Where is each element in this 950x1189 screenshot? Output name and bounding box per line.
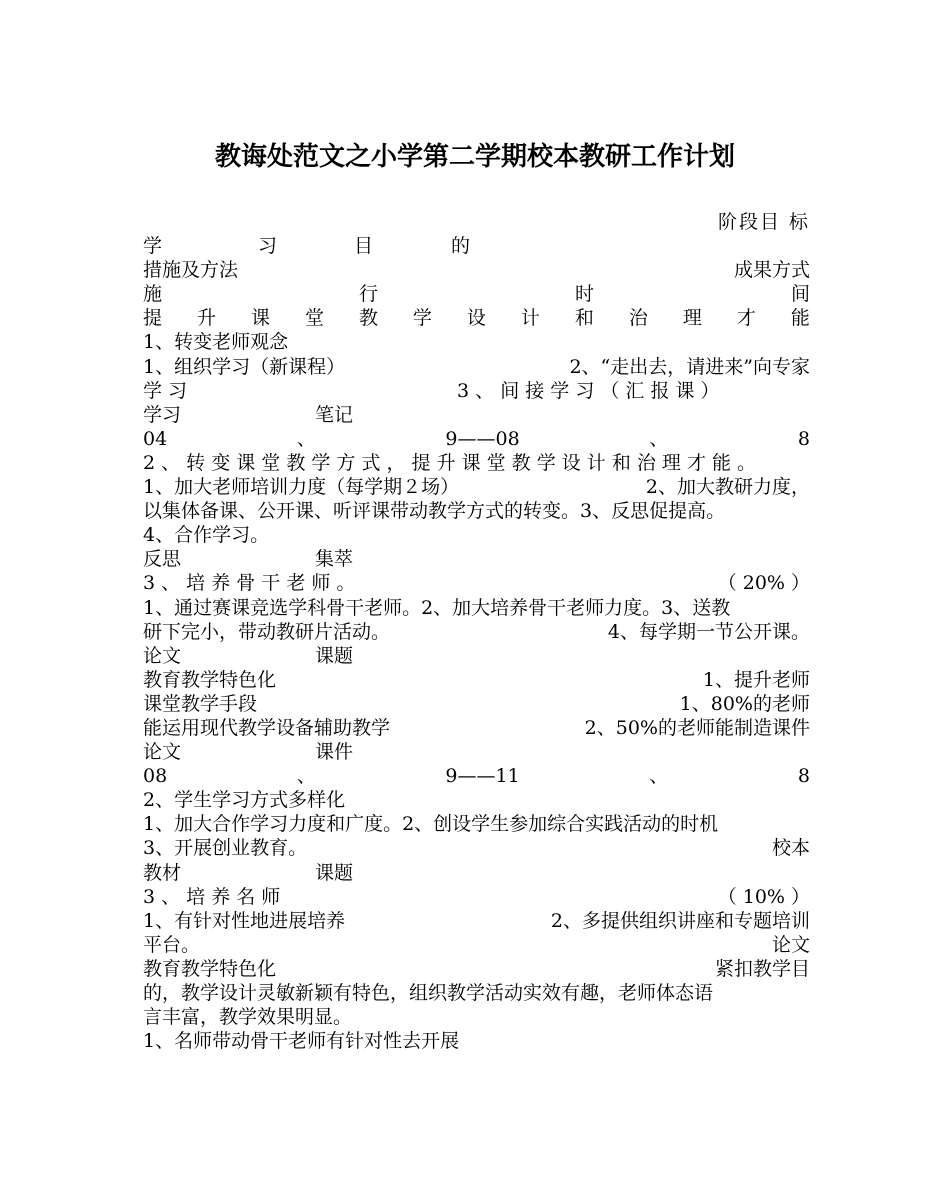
text-line bbox=[143, 764, 810, 788]
text-segment: 2、“走出去，请进来”向专家 bbox=[569, 355, 810, 378]
text-segment: 9——11 bbox=[445, 765, 520, 788]
text-line bbox=[143, 1029, 810, 1053]
text-segment: 1、通过赛课竞选学科骨干老师。2、加大培养骨干老师力度。3、送教 bbox=[143, 596, 731, 619]
text-segment: 、 bbox=[296, 765, 316, 788]
text-segment: 理 bbox=[682, 307, 702, 330]
text-segment: 课题 bbox=[315, 861, 354, 884]
text-segment: 能 bbox=[790, 307, 810, 330]
text-line bbox=[143, 957, 810, 981]
text-segment: 教 bbox=[358, 307, 378, 330]
text-segment: 学 bbox=[143, 235, 163, 258]
text-segment: 教育教学特色化 bbox=[143, 957, 277, 980]
text-segment: 间 bbox=[790, 283, 810, 306]
text-segment: 1、有针对性地进展培养 bbox=[143, 909, 346, 932]
text-line bbox=[143, 1005, 810, 1029]
text-line bbox=[143, 547, 810, 571]
text-segment: 3 、 培 养 名 师 bbox=[143, 885, 281, 908]
text-line bbox=[143, 571, 810, 595]
text-segment: 才 bbox=[736, 307, 756, 330]
text-segment: 4、合作学习。 bbox=[143, 524, 270, 547]
text-segment: 课件 bbox=[315, 741, 354, 764]
text-segment: 措施及方法 bbox=[143, 259, 239, 282]
text-line bbox=[143, 981, 810, 1005]
text-segment: 习 bbox=[258, 235, 278, 258]
text-segment: 阶段目 标 bbox=[717, 211, 810, 233]
text-line bbox=[143, 451, 810, 475]
text-segment: 能运用现代教学设备辅助教学 bbox=[143, 716, 391, 739]
text-line bbox=[143, 330, 810, 354]
text-line bbox=[143, 692, 810, 716]
text-line bbox=[143, 282, 810, 306]
text-segment: 论文 bbox=[143, 741, 182, 764]
text-segment: 学习 bbox=[143, 403, 182, 426]
text-line bbox=[143, 788, 810, 812]
text-segment: 论文 bbox=[771, 933, 810, 956]
text-line bbox=[143, 210, 810, 234]
text-line bbox=[143, 258, 810, 282]
text-segment: 校本 bbox=[771, 837, 810, 860]
text-line bbox=[143, 379, 810, 403]
text-line bbox=[143, 812, 810, 836]
text-line bbox=[143, 596, 810, 620]
text-segment: 2、50%的老师能制造课件 bbox=[584, 716, 810, 739]
text-segment: 行 bbox=[358, 283, 378, 306]
text-segment: 论文 bbox=[143, 644, 182, 667]
text-line bbox=[143, 909, 810, 933]
text-segment: 课 bbox=[250, 307, 270, 330]
text-segment: 1、组织学习（新课程） bbox=[143, 355, 346, 378]
text-segment: 1、加大合作学习力度和广度。2、创设学生参加综合实践活动的时机 bbox=[143, 813, 719, 836]
text-line bbox=[143, 499, 810, 523]
text-segment: 课题 bbox=[315, 644, 354, 667]
text-segment: 时 bbox=[574, 283, 594, 306]
text-segment: 2、学生学习方式多样化 bbox=[143, 789, 346, 812]
text-segment: 4、每学期一节公开课。 bbox=[607, 620, 810, 643]
text-segment: 言丰富，教学效果明显。 bbox=[143, 1006, 353, 1029]
document-title: 教诲处范文之小学第二学期校本教研工作计划 bbox=[214, 142, 735, 172]
text-segment: 以集体备课、公开课、听评课带动教学方式的转变。3、反思促提高。 bbox=[143, 500, 726, 523]
text-segment: 3 、 间 接 学 习 （ 汇 报 课 ） bbox=[457, 379, 720, 402]
text-line bbox=[143, 234, 810, 258]
text-line bbox=[143, 620, 810, 644]
text-line bbox=[143, 716, 810, 740]
text-segment: 的，教学设计灵敏新颖有特色，组织教学活动实效有趣，老师体态语 bbox=[143, 982, 714, 1004]
text-segment: 成果方式 bbox=[733, 259, 810, 282]
text-segment: 和 bbox=[574, 307, 594, 330]
text-segment: 目 bbox=[354, 235, 374, 258]
text-segment: 1、提升老师 bbox=[702, 668, 810, 691]
text-segment: 升 bbox=[196, 307, 216, 330]
text-segment: 04 bbox=[143, 427, 168, 450]
text-segment: 2、多提供组织讲座和专题培训 bbox=[550, 909, 810, 932]
text-line bbox=[143, 668, 810, 692]
text-segment: 2、加大教研力度， bbox=[645, 476, 810, 499]
text-line bbox=[143, 836, 810, 860]
text-segment: 学 bbox=[412, 307, 432, 330]
text-segment: 08 bbox=[143, 765, 168, 788]
text-segment: 、 bbox=[296, 427, 316, 450]
text-segment: 计 bbox=[520, 307, 540, 330]
text-segment: 堂 bbox=[304, 307, 324, 330]
text-line bbox=[143, 427, 810, 451]
text-segment: 施 bbox=[143, 283, 163, 306]
text-segment: 教材 bbox=[143, 861, 182, 884]
text-segment: 、 bbox=[649, 427, 669, 450]
text-segment: 3、开展创业教育。 bbox=[143, 837, 308, 860]
text-line bbox=[143, 644, 810, 668]
text-segment: 2 、 转 变 课 堂 教 学 方 式 ， 提 升 课 堂 教 学 设 计 和 治 理 才 能 。 bbox=[143, 451, 757, 474]
text-segment: 笔记 bbox=[315, 403, 354, 426]
text-line bbox=[143, 306, 810, 330]
document-body bbox=[143, 210, 810, 1053]
text-segment: 治 bbox=[628, 307, 648, 330]
text-segment: 平台。 bbox=[143, 933, 201, 956]
text-segment: 8 bbox=[797, 765, 810, 788]
text-segment: 的 bbox=[451, 235, 471, 258]
text-line bbox=[143, 355, 810, 379]
text-segment: 课堂教学手段 bbox=[143, 692, 258, 715]
text-segment: 8 bbox=[797, 427, 810, 450]
text-line bbox=[143, 885, 810, 909]
text-segment: （ 20% ） bbox=[717, 572, 810, 595]
text-segment: 教育教学特色化 bbox=[143, 668, 277, 691]
text-segment: （ 10% ） bbox=[717, 885, 810, 908]
text-segment: 研下完小，带动教研片活动。 bbox=[143, 620, 391, 643]
text-segment: 提 bbox=[143, 307, 163, 330]
text-segment: 设 bbox=[466, 307, 486, 330]
text-line bbox=[143, 523, 810, 547]
text-line bbox=[143, 403, 810, 427]
text-line bbox=[143, 740, 810, 764]
text-segment: 集萃 bbox=[315, 548, 354, 571]
text-segment: 1、转变老师观念 bbox=[143, 331, 289, 354]
text-segment: 反思 bbox=[143, 548, 182, 571]
text-segment: 紧扣教学目 bbox=[714, 957, 810, 980]
text-segment: 1、80%的老师 bbox=[679, 692, 810, 715]
text-line bbox=[143, 475, 810, 499]
text-segment: 9——08 bbox=[445, 427, 520, 450]
text-segment: 、 bbox=[649, 765, 669, 788]
text-segment: 1、加大老师培训力度（每学期２场） bbox=[143, 476, 460, 499]
text-segment: 3 、 培 养 骨 干 老 师 。 bbox=[143, 572, 356, 595]
text-line bbox=[143, 861, 810, 885]
text-line bbox=[143, 933, 810, 957]
text-segment: 学 习 bbox=[143, 379, 188, 402]
text-segment: 1、名师带动骨干老师有针对性去开展 bbox=[143, 1030, 460, 1053]
